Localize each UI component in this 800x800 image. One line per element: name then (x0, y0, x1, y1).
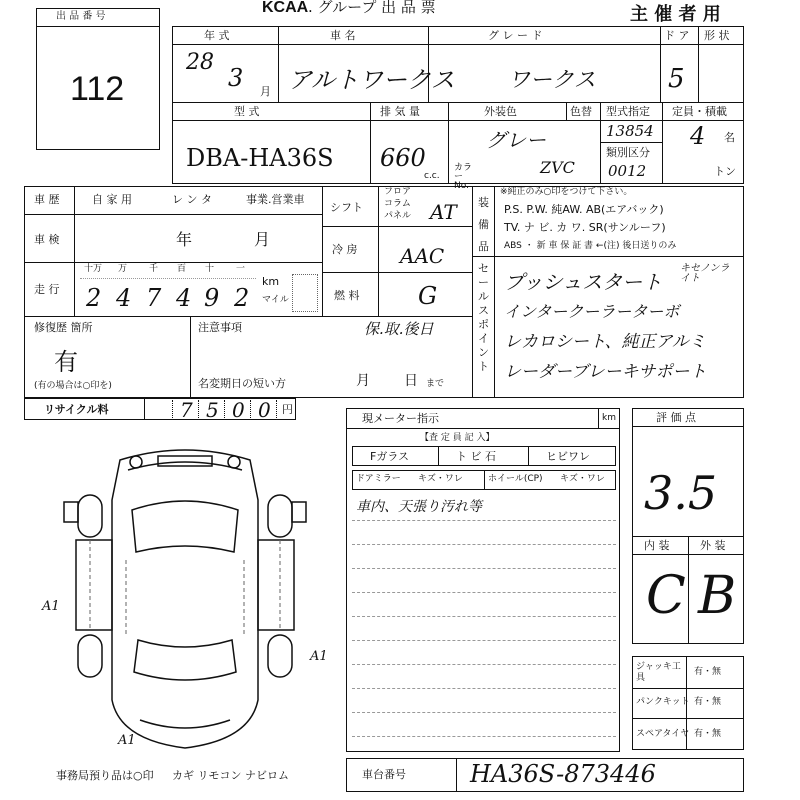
inspection-label: 車 検 (34, 233, 60, 246)
repair-note: (有の場合は○印を) (34, 381, 112, 391)
fuel-value: G (418, 282, 438, 310)
wheel-front-right (268, 495, 292, 537)
damage-mark: A1 (310, 649, 328, 664)
ac-label: 冷 房 (332, 243, 358, 256)
sales-point-1: プッシュスタート (504, 270, 663, 294)
model-label: 型 式 (234, 105, 260, 118)
year-value: 28 (186, 50, 214, 75)
puncture-kit-label: パンクキット (636, 697, 690, 707)
meter-unit: km (602, 413, 616, 423)
mileage-digit: 4 (116, 284, 132, 312)
recycle-digit: 0 (232, 398, 245, 422)
f-glass-label: Fガラス (370, 450, 409, 463)
spare-tire-options[interactable]: 有・無 (694, 729, 722, 739)
name-change-month: 月 (356, 373, 370, 389)
repair-label: 修復歴 箇所 (34, 321, 93, 334)
mileage-unit-header: 万 (118, 264, 128, 274)
ac-value: AAC (400, 244, 445, 268)
classification-value: 0012 (608, 162, 647, 180)
exterior-color-label: 外装色 (484, 105, 517, 118)
doors-value: 5 (668, 64, 685, 94)
mileage-digit: 9 (204, 284, 220, 312)
exterior-grade-label: 外 装 (700, 539, 726, 552)
interior-grade: C (646, 566, 686, 626)
sales-point-4: レーダーブレーキサポート (504, 362, 707, 382)
mileage-unit-header: 十万 (84, 264, 103, 274)
color-value: グレー (486, 128, 546, 152)
meter-label: 現メーター指示 (362, 412, 439, 425)
classification-label: 類別区分 (606, 146, 650, 159)
interior-label: 内 装 (644, 539, 670, 552)
ton-unit: トン (714, 165, 736, 178)
wheel-rear-right (268, 635, 292, 677)
color-change-label: 色替 (570, 105, 592, 118)
fuel-label: 燃 料 (334, 289, 360, 302)
wheel-options[interactable]: キズ・ワレ (560, 474, 605, 484)
spare-tire-label: スペアタイヤ (636, 729, 690, 739)
crack-label[interactable]: ヒビワレ (546, 450, 590, 463)
car-diagram (40, 440, 330, 760)
month-unit: 月 (260, 85, 271, 98)
cc-unit: c.c. (424, 171, 440, 181)
type-designation-label: 型式指定 (606, 105, 650, 118)
form-title: . グループ 出 品 票 (308, 0, 436, 16)
jack-label: ジャッキ工具 (636, 662, 681, 683)
history-label: 車 歴 (34, 193, 60, 206)
office-note: 事務局預り品は○印 (56, 769, 154, 782)
shift-value: AT (430, 200, 457, 224)
organizer-label: 主 催 者 用 (630, 4, 721, 25)
recycle-digit: 0 (258, 398, 271, 422)
displacement-label: 排 気 量 (380, 105, 420, 118)
damage-mark: A1 (118, 733, 136, 748)
repair-value: 有 (54, 348, 78, 376)
name-change-label: 名変期日の短い方 (198, 377, 286, 390)
inspector-title: 【査 定 員 記 入】 (420, 433, 495, 443)
shift-column[interactable]: コラム (384, 199, 411, 209)
km-label: km (262, 275, 280, 288)
inspection-month-unit: 月 (254, 230, 271, 249)
evaluation-score: 3.5 (644, 466, 718, 520)
grade-value: ワークス (508, 68, 596, 93)
jack-options[interactable]: 有・無 (694, 667, 722, 677)
type-designation-value: 13854 (606, 122, 654, 140)
mileage-unit-header: 十 (205, 264, 215, 274)
equipment-line3: ABS ・ 新 車 保 証 書 ←(注) 後日送りのみ (504, 241, 677, 251)
office-items: カギ リモコン ナビロム (172, 769, 289, 782)
mileage-digit: 7 (146, 284, 162, 312)
mileage-digit: 4 (176, 284, 192, 312)
shift-label: シフト (330, 201, 363, 214)
shift-floor[interactable]: フロア (384, 187, 412, 197)
history-private[interactable]: 自 家 用 (92, 193, 132, 206)
history-rental[interactable]: レ ン タ (172, 193, 212, 206)
history-business[interactable]: 事業.営業車 (246, 193, 305, 206)
wheel-label: ホイール(CP) (488, 474, 543, 484)
name-change-day: 日 (404, 373, 418, 389)
sales-point-2: インタークーラーターボ (504, 302, 680, 321)
recycle-digit: 7 (180, 398, 193, 422)
chassis-label: 車台番号 (362, 768, 406, 781)
door-mirror-options[interactable]: キズ・ワレ (418, 474, 463, 484)
mileage-unit-header: 千 (149, 264, 159, 274)
chassis-number: HA36S-873446 (470, 760, 656, 788)
door-mirror-label: ドアミラー (356, 474, 401, 484)
wheel-front-left (78, 495, 102, 537)
wheel-rear-left (78, 635, 102, 677)
car-name: アルトワークス (288, 66, 455, 94)
recycle-label: リサイクル料 (44, 403, 109, 416)
shape-label: 形 状 (704, 29, 730, 42)
puncture-kit-options[interactable]: 有・無 (694, 697, 722, 707)
recycle-digit: 5 (206, 398, 219, 422)
equipment-line1: P.S. P.W. 純AW. AB(エアバック) (504, 203, 664, 216)
damage-mark: A1 (42, 599, 60, 614)
mile-checkbox[interactable] (292, 274, 318, 312)
name-change-until: まで (426, 379, 445, 389)
recycle-yen: 円 (282, 403, 293, 416)
exterior-grade: B (698, 566, 737, 626)
color-no-value: ZVC (540, 158, 575, 177)
inspection-year-unit: 年 (176, 230, 193, 249)
mileage-label: 走 行 (34, 283, 60, 296)
sales-point-annotation: キセノンライト (680, 263, 730, 284)
shift-panel[interactable]: パネル (384, 211, 412, 221)
equipment-line2: TV. ナ ビ. カ ワ. SR(サンルーフ) (504, 221, 666, 234)
equipment-note: ※純正のみ○印をつけて下さい。 (500, 187, 633, 197)
persons-unit: 名 (724, 131, 735, 144)
stone-chip-label[interactable]: ト ビ 石 (456, 450, 496, 463)
month-value: 3 (228, 64, 244, 92)
displacement-value: 660 (380, 144, 426, 172)
evaluation-label: 評 価 点 (656, 411, 696, 424)
color-no-label: カラー No. (454, 163, 473, 191)
mileage-unit-header: 一 (236, 264, 246, 274)
doors-label: ド ア (664, 29, 690, 42)
sales-points-label: セールスポイント (478, 262, 489, 373)
mileage-unit-header: 百 (177, 264, 187, 274)
lot-number: 112 (70, 70, 125, 108)
capacity-value: 4 (690, 122, 706, 150)
inspector-note: 車内、天張り汚れ等 (356, 499, 482, 515)
car-name-label: 車 名 (330, 29, 356, 42)
mileage-digit: 2 (234, 284, 250, 312)
sales-point-3: レカロシート、純正アルミ (504, 332, 706, 352)
org-logo: KCAA (262, 0, 309, 16)
grade-label: グ レ ー ド (488, 29, 543, 42)
model-value: DBA-HA36S (186, 144, 334, 172)
lot-number-label: 出 品 番 号 (56, 11, 106, 22)
mile-label: マイル (262, 295, 289, 305)
caution-label: 注意事項 (198, 321, 242, 334)
year-label: 年 式 (204, 29, 230, 42)
caution-value: 保.取.後日 (364, 320, 434, 338)
equipment-label: 装備品 (478, 196, 489, 253)
capacity-label: 定員・積載 (672, 105, 727, 118)
mileage-digit: 2 (86, 284, 102, 312)
